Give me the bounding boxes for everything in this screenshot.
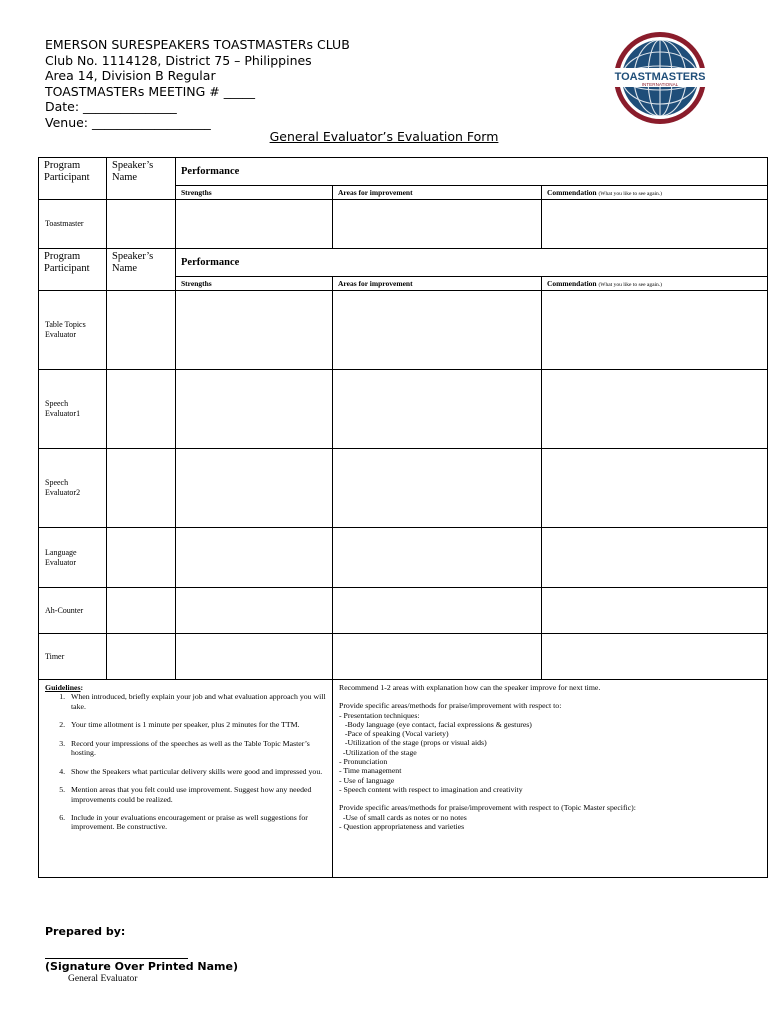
block1-line: -Utilization of the stage	[339, 747, 417, 757]
guideline-item: 6. Include in your evaluations encouragement or praise as well suggestions for improvement. Be constructive.	[67, 813, 326, 832]
strengths-cell[interactable]	[176, 370, 333, 449]
block1-line: - Presentation techniques:	[339, 710, 420, 720]
commendation-cell[interactable]	[542, 528, 768, 588]
performance-header: Performance	[176, 249, 768, 277]
guidelines-panel: Guidelines: 1. When introduced, briefly explain your job and what evaluation approach you will take. 2. Your time allotment is 1 minute per speaker, plus 2 minutes for the TTM. 3. Record your impressions of the speeches as well as the Table Topic Master’s hosting. 4. Show the Speakers what particular delivery skills were good and impressed you. 5. Mention areas that you felt could use improvement. Suggest how any needed improvements could be realized. 6. Include in your evaluations encouragement or praise as well suggestions for improvement. Be constructive.	[39, 680, 333, 878]
commendation-note: (What you like to see again.)	[598, 282, 663, 288]
block2-line: - Question appropriateness and varieties	[339, 821, 465, 831]
improvement-cell[interactable]	[333, 291, 542, 370]
club-number: Club No. 1114128, District 75 – Philippines	[45, 52, 312, 68]
strengths-cell[interactable]	[176, 449, 333, 528]
commendation-cell[interactable]	[542, 588, 768, 634]
strengths-header: Strengths	[176, 277, 333, 291]
block2-line: -Use of small cards as notes or no notes	[339, 812, 467, 822]
commendation-cell[interactable]	[542, 370, 768, 449]
strengths-cell[interactable]	[176, 528, 333, 588]
block1-line: -Pace of speaking (Vocal variety)	[339, 729, 449, 739]
guideline-item: 4. Show the Speakers what particular delivery skills were good and impressed you.	[67, 767, 326, 776]
speaker-name-cell[interactable]	[107, 449, 176, 528]
role-table-topics-evaluator: Table Topics Evaluator	[39, 291, 107, 370]
strengths-header: Strengths	[176, 186, 333, 200]
block1-line: -Utilization of the stage (props or visual aids)	[339, 738, 487, 748]
commendation-note: (What you like to see again.)	[598, 191, 663, 197]
club-name: EMERSON SURESPEAKERS TOASTMASTERs CLUB	[45, 37, 350, 52]
improvement-cell[interactable]	[333, 634, 542, 680]
speaker-name-cell[interactable]	[107, 588, 176, 634]
role-timer: Timer	[39, 634, 107, 680]
speaker-name-cell[interactable]	[107, 291, 176, 370]
improvement-cell[interactable]	[333, 528, 542, 588]
col-speaker-name: Speaker’s Name	[107, 158, 176, 200]
strengths-cell[interactable]	[176, 588, 333, 634]
recommendations-panel	[333, 680, 768, 878]
strengths-cell[interactable]	[176, 200, 333, 249]
block1-line: - Use of language	[339, 775, 395, 785]
strengths-cell[interactable]	[176, 291, 333, 370]
block2-title: Provide specific areas/methods for praise/improvement with respect to (Topic Master specific):	[339, 803, 636, 813]
venue-field: Venue: ___________________	[45, 114, 211, 130]
block1-title: Provide specific areas/methods for praise/improvement with respect to:	[339, 701, 562, 711]
speaker-name-cell[interactable]	[107, 370, 176, 449]
signature-label: (Signature Over Printed Name)	[45, 960, 238, 973]
evaluation-table	[38, 157, 768, 878]
meeting-number: TOASTMASTERs MEETING # _____	[45, 83, 255, 99]
guidelines-list	[45, 692, 326, 831]
improvement-cell[interactable]	[333, 370, 542, 449]
speaker-name-cell[interactable]	[107, 528, 176, 588]
col-speaker-name: Speaker’s Name	[107, 249, 176, 291]
prepared-by-label: Prepared by:	[45, 925, 126, 938]
recommend-intro: Recommend 1-2 areas with explanation how can the speaker improve for next time.	[339, 683, 601, 692]
speaker-name-cell[interactable]	[107, 634, 176, 680]
guideline-item: 1. When introduced, briefly explain your job and what evaluation approach you will take.	[67, 692, 326, 711]
club-header	[45, 37, 350, 131]
role-ah-counter: Ah-Counter	[39, 588, 107, 634]
speaker-name-cell[interactable]	[107, 200, 176, 249]
signature-line	[45, 958, 188, 959]
improvement-header: Areas for improvement	[333, 186, 542, 200]
commendation-cell[interactable]	[542, 200, 768, 249]
role-speech-evaluator-2: Speech Evaluator2	[39, 449, 107, 528]
role-language-evaluator: Language Evaluator	[39, 528, 107, 588]
col-program-participant: Program Participant	[39, 158, 107, 200]
block1-line: - Pronunciation	[339, 757, 388, 767]
role-toastmaster: Toastmaster	[39, 200, 107, 249]
col-program-participant: Program Participant	[39, 249, 107, 291]
improvement-cell[interactable]	[333, 200, 542, 249]
strengths-cell[interactable]	[176, 634, 333, 680]
commendation-header: Commendation (What you like to see again.)	[542, 277, 768, 291]
area-division: Area 14, Division B Regular	[45, 68, 216, 84]
commendation-cell[interactable]	[542, 449, 768, 528]
block1-line: - Speech content with respect to imagination and creativity	[339, 784, 523, 794]
block1-line: -Body language (eye contact, facial expressions & gestures)	[339, 719, 532, 729]
role-speech-evaluator-1: Speech Evaluator1	[39, 370, 107, 449]
logo-text-main: TOASTMASTERS	[614, 71, 706, 83]
guideline-item: 2. Your time allotment is 1 minute per speaker, plus 2 minutes for the TTM.	[67, 720, 326, 729]
performance-header: Performance	[176, 158, 768, 186]
improvement-header: Areas for improvement	[333, 277, 542, 291]
logo-text-sub: INTERNATIONAL	[641, 82, 679, 87]
guideline-item: 3. Record your impressions of the speeches as well as the Table Topic Master’s hosting.	[67, 739, 326, 758]
commendation-header: Commendation (What you like to see again.)	[542, 186, 768, 200]
date-field: Date: _______________	[45, 99, 177, 115]
commendation-cell[interactable]	[542, 634, 768, 680]
toastmasters-logo	[612, 30, 708, 126]
block1-line: - Time management	[339, 766, 402, 776]
form-title: General Evaluator’s Evaluation Form	[269, 129, 499, 144]
improvement-cell[interactable]	[333, 449, 542, 528]
guideline-item: 5. Mention areas that you felt could use improvement. Suggest how any needed improvements could be realized.	[67, 785, 326, 804]
commendation-cell[interactable]	[542, 291, 768, 370]
improvement-cell[interactable]	[333, 588, 542, 634]
evaluator-role: General Evaluator	[68, 974, 138, 984]
guidelines-title: Guidelines	[45, 683, 81, 692]
